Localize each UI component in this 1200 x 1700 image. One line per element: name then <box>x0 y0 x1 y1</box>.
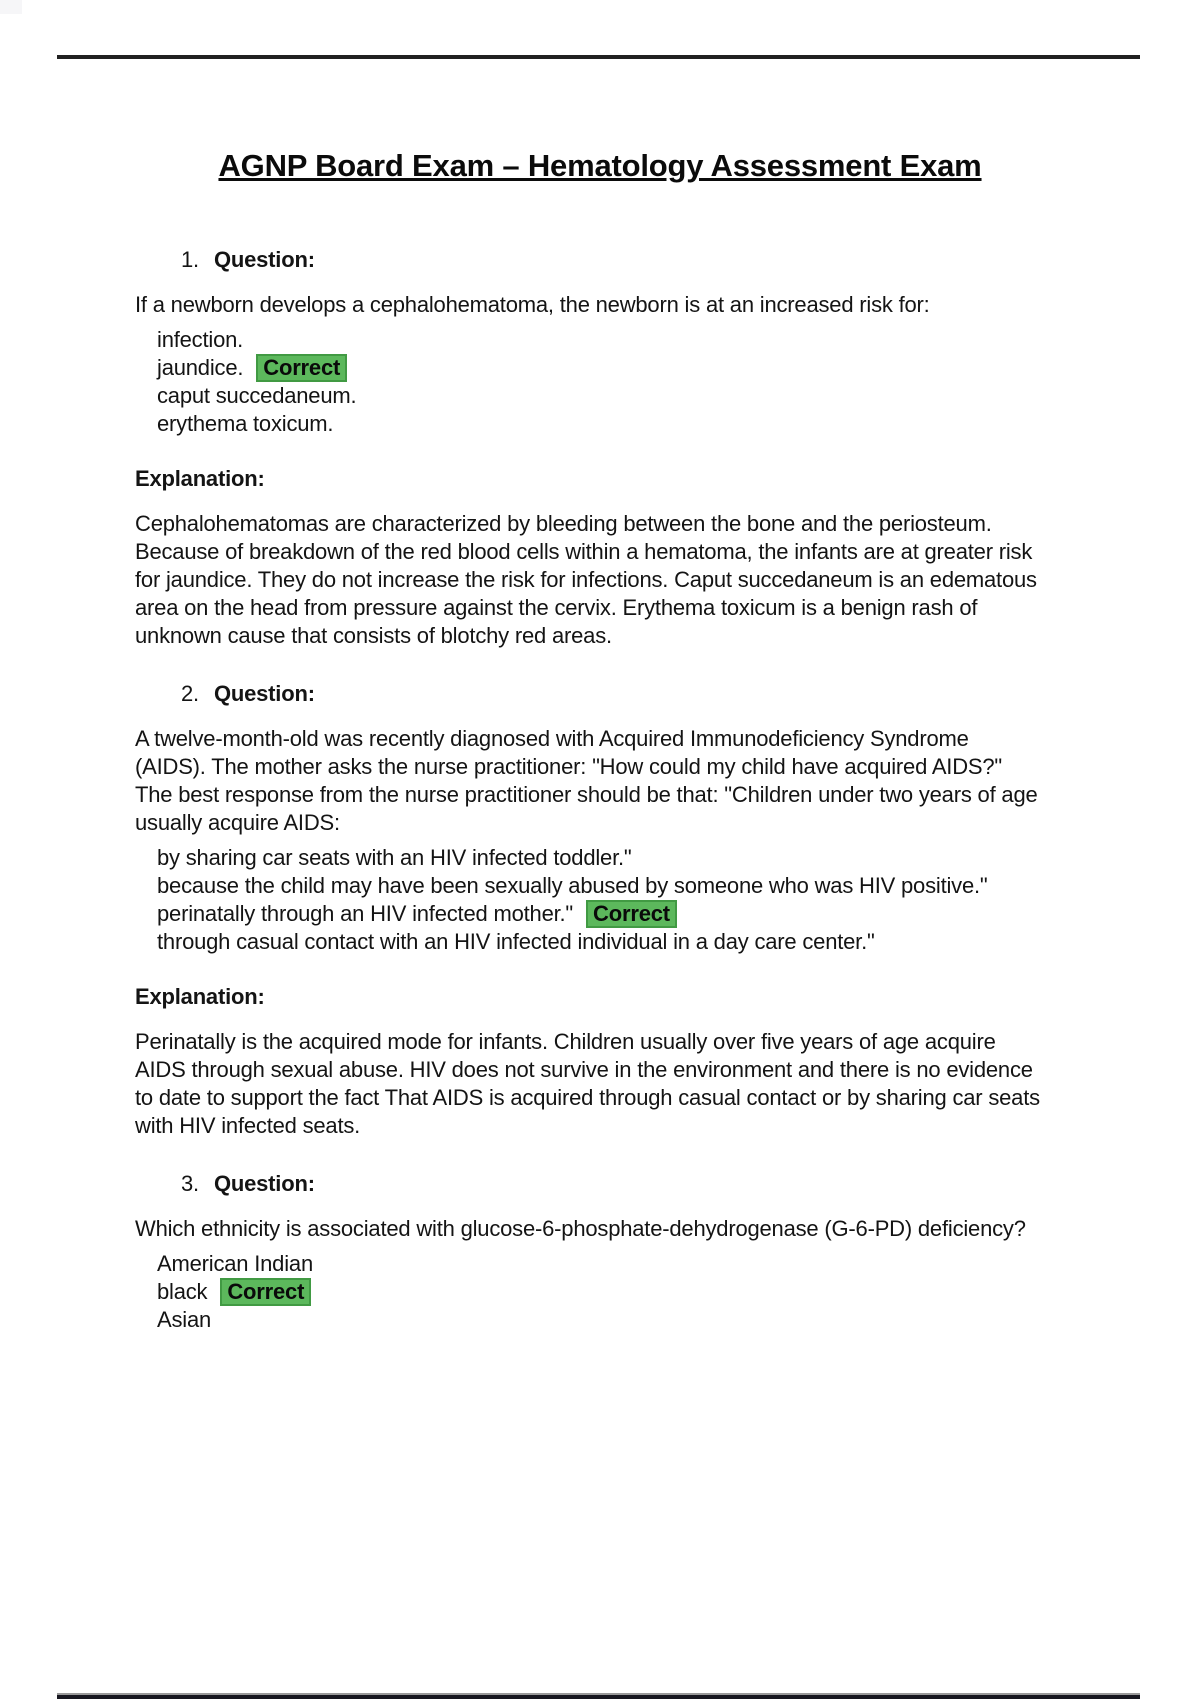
answer-option <box>135 872 1040 900</box>
scan-corner-artifact <box>0 0 22 14</box>
answer-option-text: Asian <box>157 1307 212 1332</box>
answer-option <box>135 410 1040 438</box>
answer-option-text: jaundice. <box>157 355 244 380</box>
question-label: Question: <box>213 681 315 706</box>
question-number: 1. <box>181 247 199 272</box>
question-label: Question: <box>213 1171 315 1196</box>
answer-option <box>135 1250 1040 1278</box>
correct-badge: Correct <box>220 1278 311 1306</box>
document-title: AGNP Board Exam – Hematology Assessment Exam <box>218 148 982 183</box>
explanation-text: Cephalohematomas are characterized by bleeding between the bone and the periosteum. Because of breakdown of the red blood cells within a hematoma, the infants are at greater risk for jaundice. They do not increase the risk for infections. Caput succedaneum is an edematous area on the head from pressure against the cervix. Erythema toxicum is a benign rash of unknown cause that consists of blotchy red areas. <box>135 511 1037 648</box>
answer-option-text: caput succedaneum. <box>157 383 357 408</box>
question-text: Which ethnicity is associated with glucose-6-phosphate-dehydrogenase (G-6-PD) deficiency? <box>135 1216 1026 1241</box>
answer-option-text: erythema toxicum. <box>157 411 334 436</box>
answer-option <box>135 382 1040 410</box>
correct-badge: Correct <box>256 354 347 382</box>
question-label: Question: <box>213 247 315 272</box>
answer-option <box>135 928 1040 956</box>
answer-option <box>135 326 1040 354</box>
question-heading <box>135 246 1040 274</box>
explanation-label: Explanation: <box>135 984 265 1009</box>
answer-option-text: perinatally through an HIV infected mother." <box>157 901 574 926</box>
question-text: If a newborn develops a cephalohematoma, the newborn is at an increased risk for: <box>135 292 930 317</box>
questions-container <box>135 246 1040 1334</box>
document-content <box>135 148 1040 1334</box>
answer-option-text: because the child may have been sexually abused by someone who was HIV positive." <box>157 873 988 898</box>
answer-options <box>135 326 1040 438</box>
answer-option-text: black <box>157 1279 208 1304</box>
correct-badge: Correct <box>586 900 677 928</box>
answer-options <box>135 844 1040 956</box>
answer-option-text: through casual contact with an HIV infected individual in a day care center." <box>157 929 875 954</box>
answer-option-text: American Indian <box>157 1251 313 1276</box>
answer-option <box>135 1278 1040 1306</box>
question-block <box>135 1170 1040 1334</box>
question-block <box>135 680 1040 1140</box>
answer-option-text: infection. <box>157 327 244 352</box>
answer-options <box>135 1250 1040 1334</box>
question-number: 2. <box>181 681 199 706</box>
question-block <box>135 246 1040 650</box>
answer-option <box>135 900 1040 928</box>
question-text: A twelve-month-old was recently diagnosed with Acquired Immunodeficiency Syndrome (AIDS). The mother asks the nurse practitioner: "How could my child have acquired AIDS?" The best response from the nurse practitioner should be that: "Children under two years of age usually acquire AIDS: <box>135 726 1038 835</box>
question-number: 3. <box>181 1171 199 1196</box>
explanation-label: Explanation: <box>135 466 265 491</box>
answer-option-text: by sharing car seats with an HIV infected toddler." <box>157 845 632 870</box>
explanation-text: Perinatally is the acquired mode for infants. Children usually over five years of age acquire AIDS through sexual abuse. HIV does not survive in the environment and there is no evidence to date to support the fact That AIDS is acquired through casual contact or by sharing car seats with HIV infected seats. <box>135 1029 1040 1138</box>
bottom-horizontal-rule <box>57 1693 1140 1699</box>
question-heading <box>135 1170 1040 1198</box>
answer-option <box>135 354 1040 382</box>
answer-option <box>135 844 1040 872</box>
question-heading <box>135 680 1040 708</box>
answer-option <box>135 1306 1040 1334</box>
top-horizontal-rule <box>57 55 1140 59</box>
